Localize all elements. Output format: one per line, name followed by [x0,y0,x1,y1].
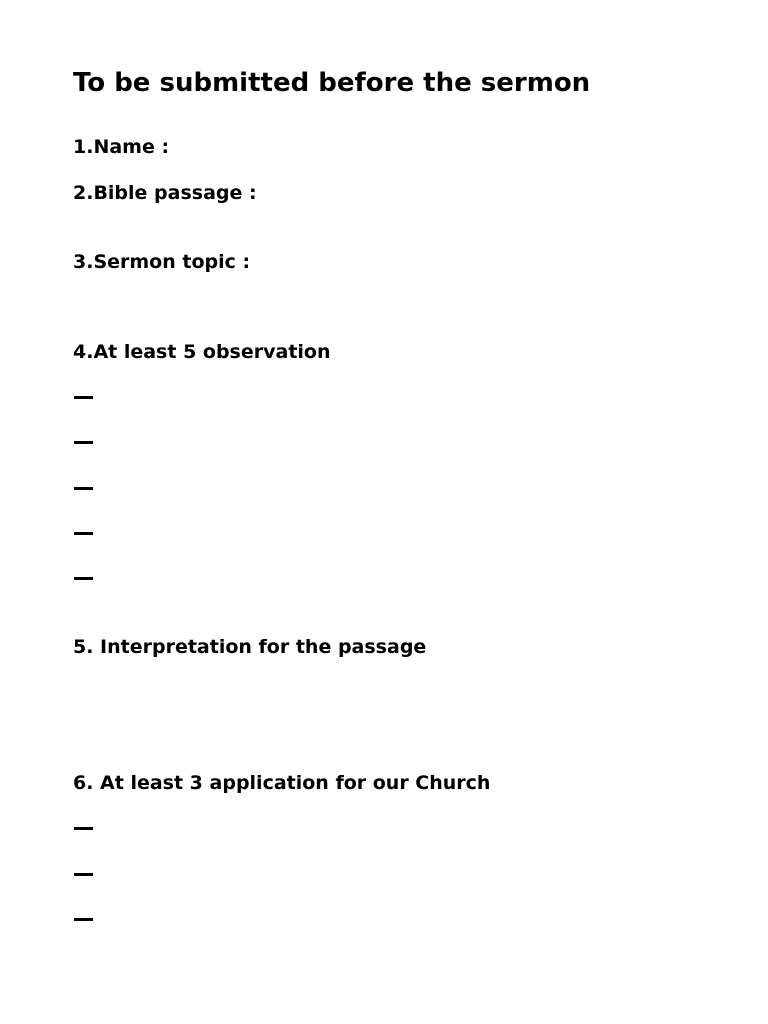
application-dash-1 [74,827,93,830]
name-field-label: 1.Name : [73,136,170,158]
page-title: To be submitted before the sermon [73,68,591,98]
sermon-topic-field-label: 3.Sermon topic : [73,251,251,273]
application-dash-3 [74,918,93,921]
interpretation-heading: 5. Interpretation for the passage [73,636,427,658]
application-dash-2 [74,873,93,876]
bible-passage-field-label: 2.Bible passage : [73,182,257,204]
observation-dash-1 [74,396,93,399]
observation-dash-2 [74,441,93,444]
observation-dash-4 [74,532,93,535]
observations-heading: 4.At least 5 observation [73,341,331,363]
observation-dash-3 [74,487,93,490]
applications-heading: 6. At least 3 application for our Church [73,772,491,794]
observation-dash-5 [74,577,93,580]
